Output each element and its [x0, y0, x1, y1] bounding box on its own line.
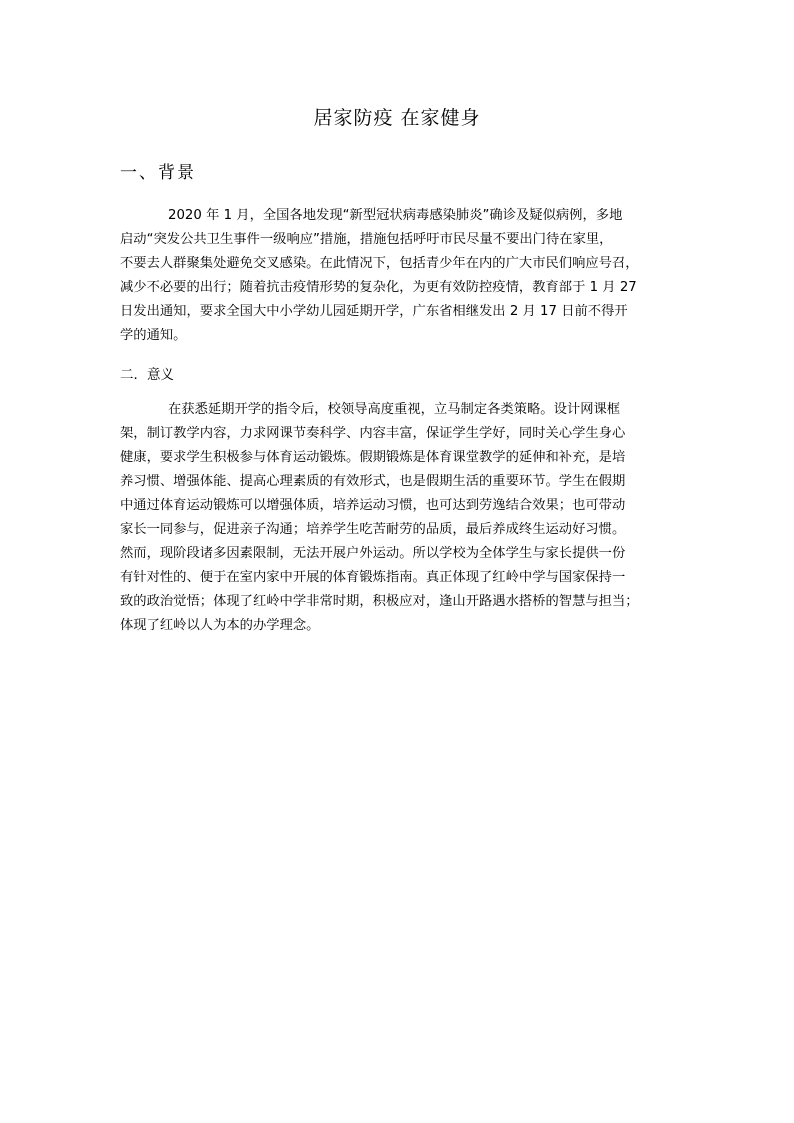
- paragraph-line: 减少不必要的出行；随着抗击疫情形势的复杂化，为更有效防控疫情，教育部于 1 月 27: [120, 280, 637, 295]
- paragraph-line: 养习惯、增强体能、提高心理素质的有效形式，也是假期生活的重要环节。学生在假期: [120, 474, 626, 489]
- section-heading-significance: 二．意义: [120, 367, 174, 383]
- paragraph-line: 体现了红岭以人为本的办学理念。: [120, 618, 320, 633]
- paragraph-line: 健康，要求学生积极参与体育运动锻炼。假期锻炼是体育课堂教学的延伸和补充，是培: [120, 450, 626, 465]
- paragraph-line: 启动“突发公共卫生事件一级响应”措施，措施包括呼吁市民尽量不要出门待在家里，: [120, 232, 613, 247]
- paragraph-line: 有针对性的、便于在室内家中开展的体育锻炼指南。真正体现了红岭中学与国家保持一: [120, 570, 626, 585]
- paragraph-background: [120, 178, 680, 348]
- section-heading-background: 一、背景: [120, 163, 196, 183]
- paragraph-line: 致的政治觉悟；体现了红岭中学非常时期，积极应对，逢山开路遇水搭桥的智慧与担当；: [120, 594, 639, 609]
- paragraph-line: 学的通知。: [120, 328, 187, 343]
- paragraph-line: 家长一同参与，促进亲子沟通；培养学生吃苦耐劳的品质，最后养成终生运动好习惯。: [120, 522, 626, 537]
- paragraph-line: 在获悉延期开学的指令后，校领导高度重视，立马制定各类策略。设计网课框: [168, 402, 621, 417]
- paragraph-line: 然而，现阶段诸多因素限制，无法开展户外运动。所以学校为全体学生与家长提供一份: [120, 546, 626, 561]
- paragraph-line: 2020 年 1 月，全国各地发现“新型冠状病毒感染肺炎”确诊及疑似病例，多地: [168, 208, 623, 223]
- paragraph-line: 不要去人群聚集处避免交叉感染。在此情况下，包括青少年在内的广大市民们响应号召，: [120, 256, 639, 271]
- paragraph-significance: [120, 398, 680, 638]
- paragraph-line: 架，制订教学内容，力求网课节奏科学、内容丰富，保证学生学好，同时关心学生身心: [120, 426, 626, 441]
- paragraph-line: 日发出通知，要求全国大中小学幼儿园延期开学，广东省相继发出 2 月 17 日前不得开: [120, 304, 628, 319]
- page-title: 居家防疫 在家健身: [313, 107, 481, 129]
- paragraph-line: 中通过体育运动锻炼可以增强体质，培养运动习惯，也可达到劳逸结合效果；也可带动: [120, 498, 626, 513]
